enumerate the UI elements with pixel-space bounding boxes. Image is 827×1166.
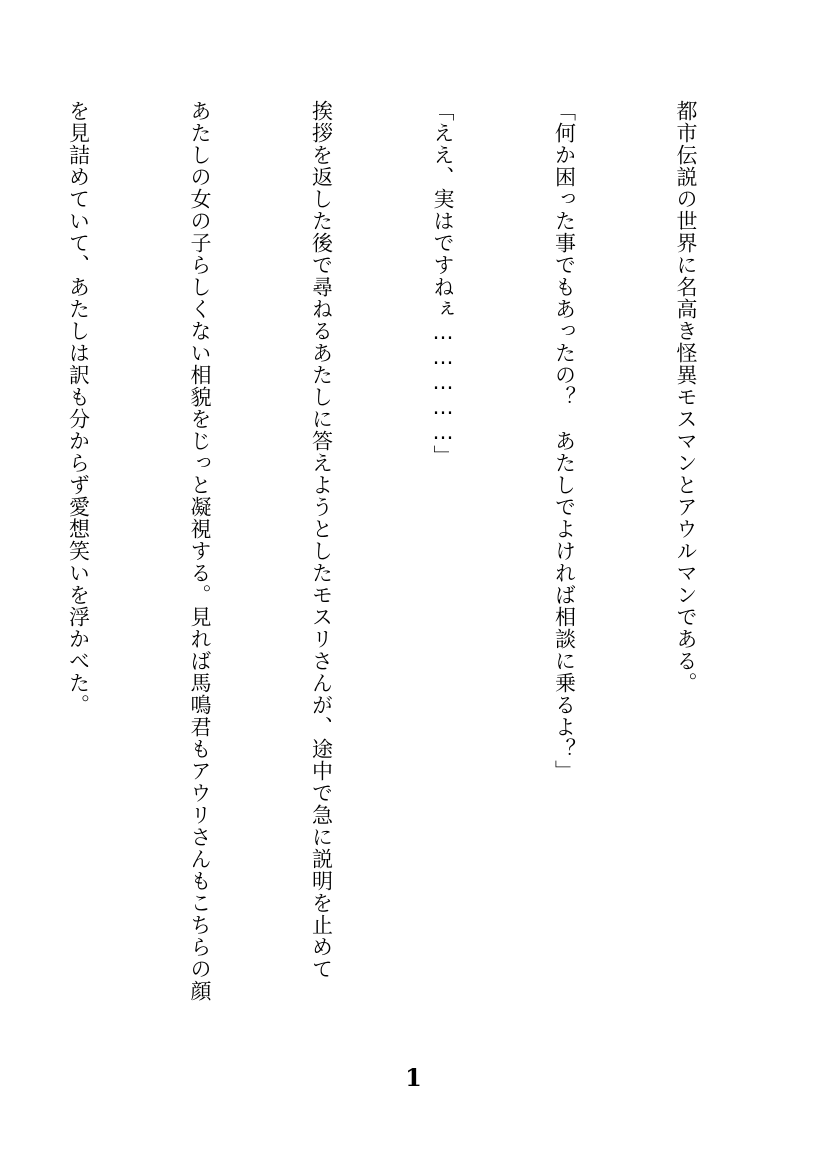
text-line-3: 「ええ、実はですねぇ……………」 xyxy=(431,100,455,467)
text-line-5: あたしの女の子らしくない相貌をじっと凝視する。見れば馬鳴君もアウリさんもこちらの顔 xyxy=(188,100,212,1002)
text-line-6: を見詰めていて、あたしは訳も分からず愛想笑いを浮かべた。 xyxy=(66,100,91,716)
page-number: 1 xyxy=(405,1063,422,1092)
vertical-text-body xyxy=(0,100,787,1070)
text-line-1: 都市伝説の世界に名高き怪異モスマンとアウルマンである。 xyxy=(674,100,698,694)
text-line-4: 挨拶を返した後で尋ねるあたしに答えようとしたモスリさんが、途中で急に説明を止めて xyxy=(309,100,334,980)
text-line-2: 「何か困った事でもあったの？ あたしでよければ相談に乗るよ？」 xyxy=(552,100,577,782)
